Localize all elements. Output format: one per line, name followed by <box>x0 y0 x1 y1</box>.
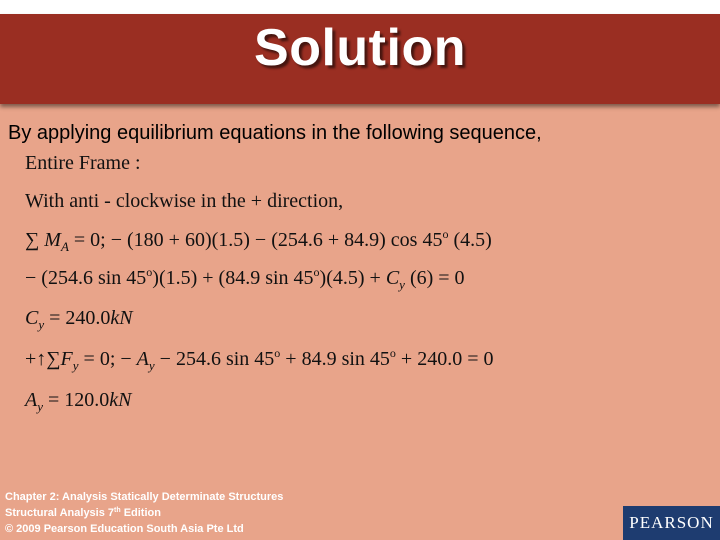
footer-edition-a: Structural Analysis 7 <box>5 507 115 519</box>
eq6-b: − 254.6 sin 45 <box>154 348 275 370</box>
eq4-b: )(1.5) + (84.9 sin 45 <box>152 267 314 289</box>
eq7-rest: = 120.0 <box>43 389 110 411</box>
equation-line-moment-cont <box>25 267 465 290</box>
eq7-unit: kN <box>109 389 132 411</box>
equation-line-moment-sum <box>25 229 492 252</box>
slide-title: Solution <box>254 19 466 77</box>
eq6-d: + 240.0 = 0 <box>395 348 494 370</box>
eq6-deg1: o <box>274 346 281 360</box>
top-white-strip <box>0 0 720 14</box>
intro-text: By applying equilibrium equations in the following sequence, <box>8 122 542 144</box>
eq3-sub: A <box>60 239 69 254</box>
eq3-rest: = 0; − (180 + 60)(1.5) − (254.6 + 84.9) cos 45 <box>68 229 443 251</box>
eq7-sub: y <box>37 399 43 414</box>
eq6-sub2: y <box>148 358 155 373</box>
eq6-a: = 0; − <box>78 348 137 370</box>
footer-edition-sup: th <box>114 507 121 514</box>
eq4-a: − (254.6 sin 45 <box>25 267 147 289</box>
equation-line-ay-result <box>25 389 132 412</box>
footer-copyright: © 2009 Pearson Education South Asia Pte Ltd <box>5 523 244 535</box>
footer-credits <box>5 489 283 537</box>
eq6-c: + 84.9 sin 45 <box>280 348 390 370</box>
eq7-var: A <box>25 389 38 411</box>
eq6-var: F <box>60 348 73 370</box>
footer-edition-b: Edition <box>120 507 161 519</box>
eq4-d: (6) = 0 <box>404 267 465 289</box>
eq6-sub: y <box>72 358 79 373</box>
eq6-deg2: o <box>389 346 396 360</box>
pearson-logo <box>623 506 720 540</box>
eq4-deg2: o <box>313 265 320 279</box>
eq3-deg: o <box>442 227 449 241</box>
eq5-unit: kN <box>110 307 133 329</box>
eq6-var2: A <box>136 348 149 370</box>
footer-edition <box>5 505 283 521</box>
eq5-var: C <box>25 307 39 329</box>
eq4-var: C <box>385 267 400 289</box>
sum-symbol: ∑ <box>25 229 40 251</box>
equation-line-vertical-forces <box>25 348 493 371</box>
eq3-var: M <box>44 229 61 251</box>
footer-chapter: Chapter 2: Analysis Statically Determinate Structures <box>5 491 284 503</box>
eq4-c: )(4.5) + <box>319 267 386 289</box>
equation-line-direction <box>25 190 343 213</box>
eq4-deg1: o <box>146 265 153 279</box>
equation-line-cy-result <box>25 307 133 330</box>
eq5-rest: = 240.0 <box>44 307 111 329</box>
pearson-logo-text: PEARSON <box>629 513 714 532</box>
eq2-text: With anti - clockwise in the + direction, <box>25 190 344 212</box>
eq4-sub: y <box>399 277 405 292</box>
eq1-text: Entire Frame : <box>25 152 141 174</box>
eq6-pre: +↑∑ <box>25 348 61 370</box>
equation-line-entire-frame <box>25 152 141 175</box>
eq5-sub: y <box>38 317 45 332</box>
eq3-tail: (4.5) <box>448 229 492 251</box>
